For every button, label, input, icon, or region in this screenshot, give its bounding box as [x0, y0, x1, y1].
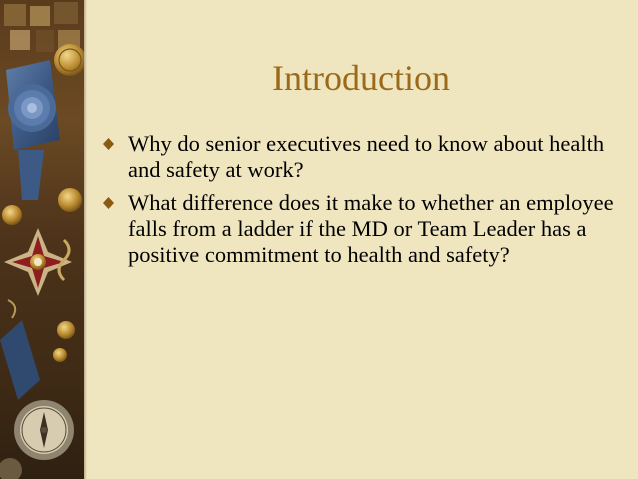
bullet-text: Why do senior executives need to know about health and safety at work? — [128, 131, 605, 182]
decorative-sidebar-image — [0, 0, 84, 479]
slide-title: Introduction — [272, 58, 450, 98]
diamond-bullet-icon — [102, 193, 116, 213]
bullet-item — [100, 131, 620, 183]
bullet-list — [100, 131, 620, 275]
diamond-bullet-icon — [102, 134, 116, 154]
bullet-item — [100, 190, 620, 268]
bullet-text: What difference does it make to whether an employee falls from a ladder if the MD or Team Leader has a positive commitment to health and safety? — [128, 190, 614, 267]
